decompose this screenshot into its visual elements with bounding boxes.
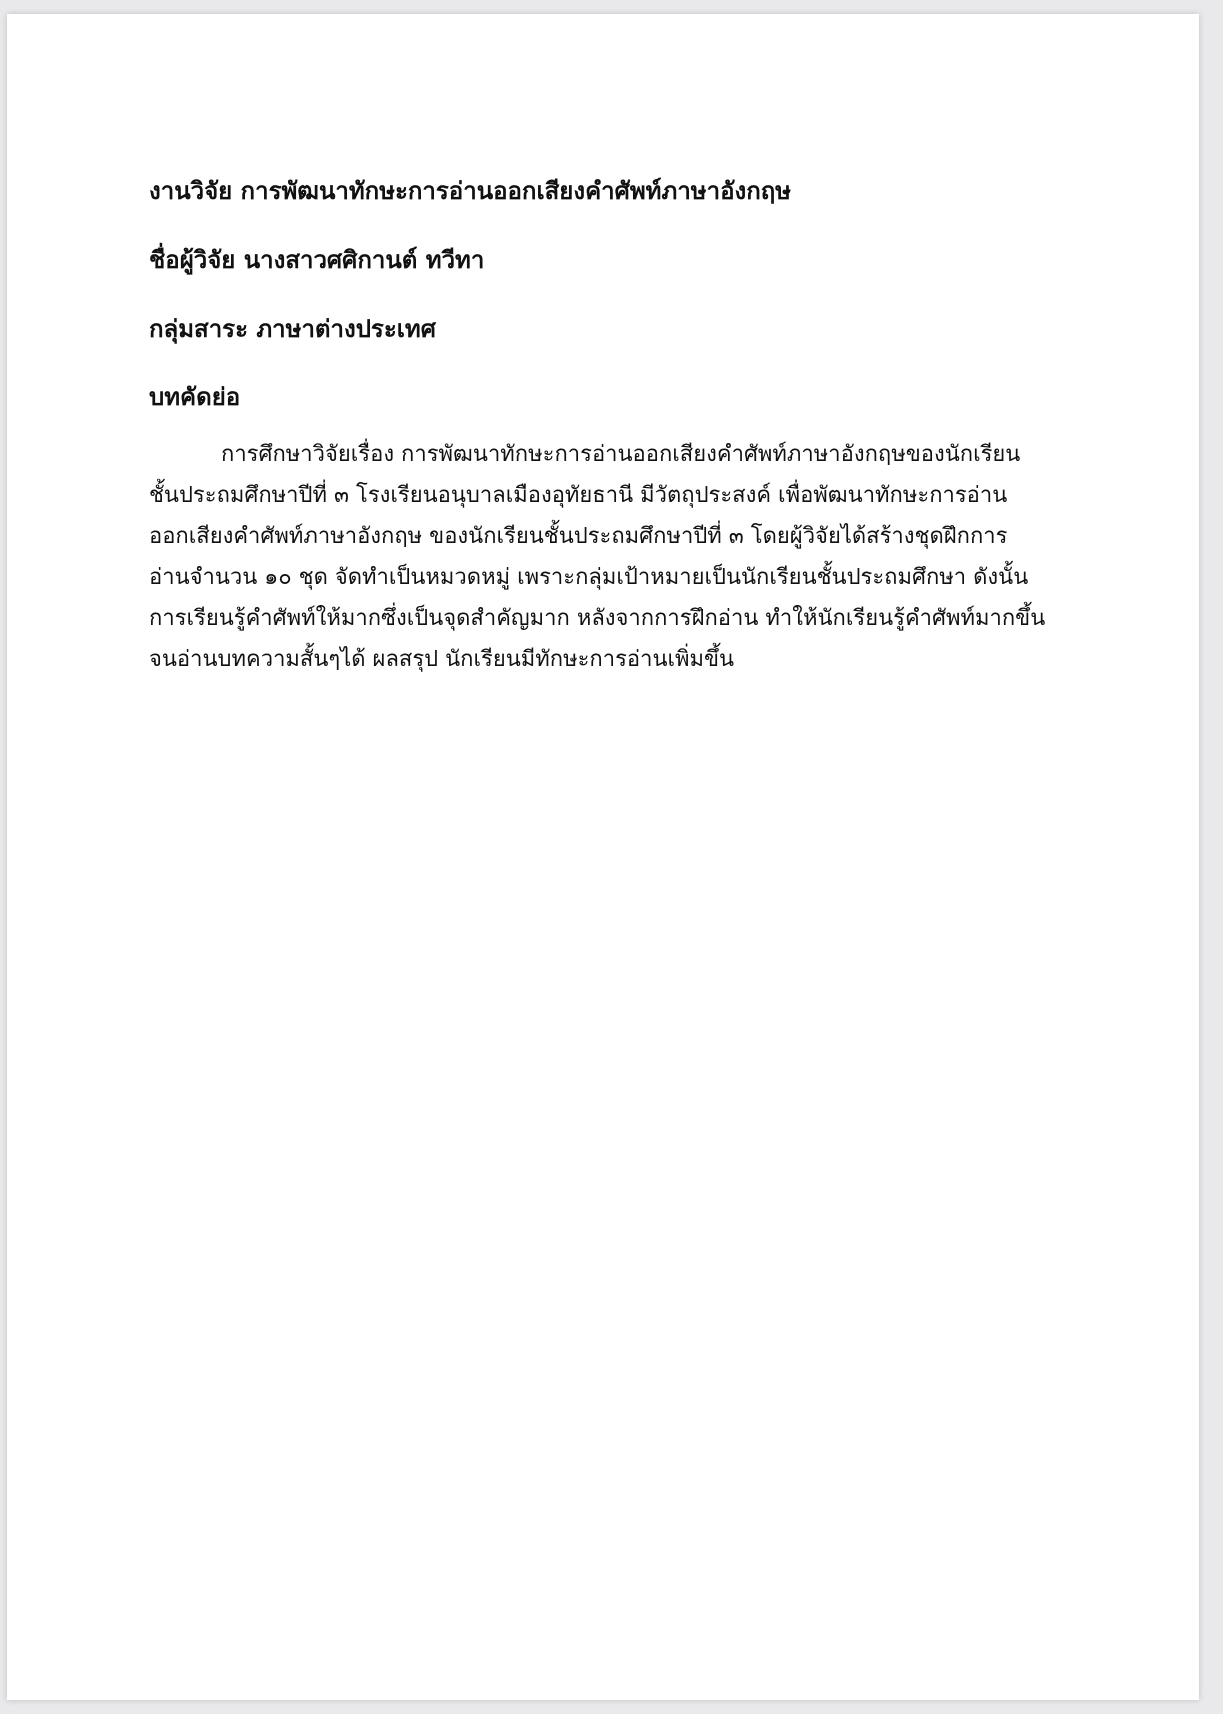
document-content [149,174,1059,680]
document-page [7,14,1199,1700]
subject-group: กลุ่มสาระ ภาษาต่างประเทศ [149,315,436,343]
abstract-line: ออกเสียงคำศัพท์ภาษาอังกฤษ ของนักเรียนชั้นประถมศึกษาปีที่ ๓ โดยผู้วิจัยได้สร้างชุดฝึกการ [149,524,1008,549]
abstract-body [149,434,1059,680]
abstract-line: ชั้นประถมศึกษาปีที่ ๓ โรงเรียนอนุบาลเมืองอุทัยธานี มีวัตถุประสงค์ เพื่อพัฒนาทักษะการอ่าน [149,483,1008,508]
researcher-name: ชื่อผู้วิจัย นางสาวศศิกานต์ ทวีทา [149,246,485,274]
abstract-heading: บทคัดย่อ [149,383,241,411]
abstract-line: จนอ่านบทความสั้นๆได้ ผลสรุป นักเรียนมีทักษะการอ่านเพิ่มขึ้น [149,647,735,672]
abstract-line: การเรียนรู้คำศัพท์ให้มากซึ่งเป็นจุดสำคัญมาก หลังจากการฝึกอ่าน ทำให้นักเรียนรู้คำศัพท์มากขึ้น [149,606,1046,631]
research-title: งานวิจัย การพัฒนาทักษะการอ่านออกเสียงคำศัพท์ภาษาอังกฤษ [149,177,792,205]
abstract-line: การศึกษาวิจัยเรื่อง การพัฒนาทักษะการอ่านออกเสียงคำศัพท์ภาษาอังกฤษของนักเรียน [221,442,1021,467]
abstract-line: อ่านจำนวน ๑๐ ชุด จัดทำเป็นหมวดหมู่ เพราะกลุ่มเป้าหมายเป็นนักเรียนชั้นประถมศึกษา ดังนั้น [149,565,1029,590]
